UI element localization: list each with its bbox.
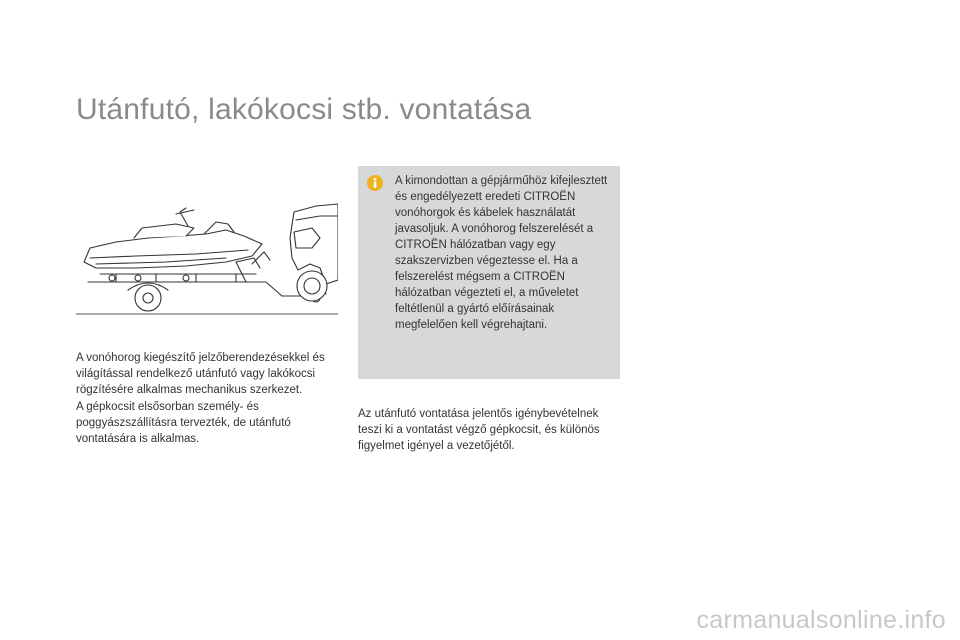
page-title: Utánfutó, lakókocsi stb. vontatása [76,93,532,126]
info-box-text: A kimondottan a gépjárműhöz kifejlesztett és engedélyezett eredeti CITROËN vonóhorgok és kábelek használatát javasoljuk. A vonóhorog felszerelését a CITROËN hálózatban vagy egy szakszervizben végeztesse el. Ha a felszerelést mégsem a CITROËN hálózatban végezteti el, a műveletet feltétlenül a gyártó előírásainak megfelelően kell végrehajtani. [395,175,608,331]
jetski-trailer-drawing [76,198,338,316]
towing-warning-text: Az utánfutó vontatása jelentős igénybevételnek teszi ki a vontatást végző gépkocsit, és különös figyelmet igényel a vezetőjétől. [358,408,600,453]
trailer-illustration [76,198,338,316]
intro-text [76,350,338,447]
intro-paragraph-1: A vonóhorog kiegészítő jelzőberendezésekkel és világítással rendelkező utánfutó vagy lakókocsi rögzítésére alkalmas mechanikus szerkezet. [76,352,325,397]
intro-paragraph-2: A gépkocsit elsősorban személy- és poggyászszállításra tervezték, de utánfutó vontatására is alkalmas. [76,400,291,446]
info-box [358,166,620,379]
watermark: carmanualsonline.info [696,606,946,634]
info-icon [367,175,383,191]
